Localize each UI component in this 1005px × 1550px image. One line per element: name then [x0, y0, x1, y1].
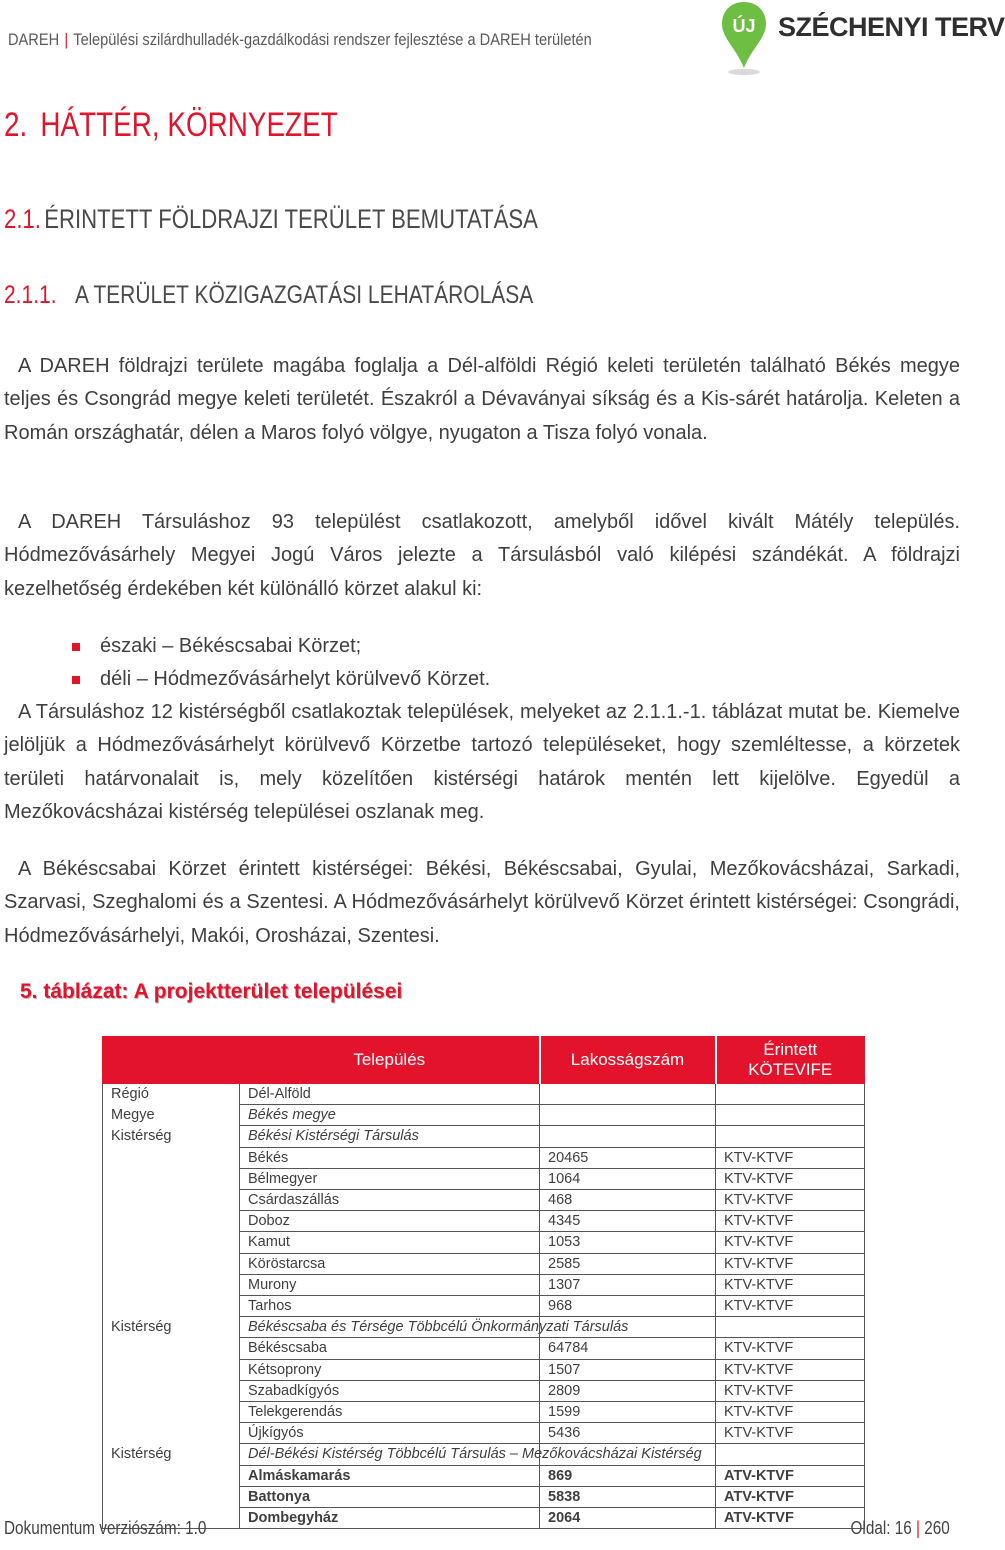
- table-cell-c0: Kistérség: [103, 1317, 240, 1338]
- table-cell-c0: [103, 1147, 240, 1168]
- table-cell-c2: 869: [540, 1465, 716, 1486]
- table-cell-c0: [103, 1211, 240, 1232]
- table-row: [103, 1444, 865, 1465]
- section-heading-1: [4, 106, 338, 145]
- table-cell-c1: Dél-Békési Kistérség Többcélú Társulás – Mezőkovácsházai Kistérség: [240, 1444, 540, 1465]
- table-cell-c3: KTV-KTVF: [716, 1296, 865, 1317]
- page-number: [851, 1518, 950, 1539]
- table-row: [103, 1232, 865, 1253]
- table-cell-c3: KTV-KTVF: [716, 1338, 865, 1359]
- table-row: [103, 1274, 865, 1295]
- page-current: Oldal: 16: [850, 1518, 912, 1538]
- paragraph-geography: A DAREH földrajzi területe magába foglalja a Dél-alföldi Régió keleti területén található Békés megye teljes és Csongrád megye keleti területét. Északról a Dévaványai síkság és a Kis-sárét határolja. Keleten a Román országhatár, délen a Maros folyó völgye, nyugaton a Tisza folyó vonala.: [4, 355, 960, 444]
- table-row: [103, 1317, 865, 1338]
- table-cell-c1: Szabadkígyós: [240, 1380, 540, 1401]
- table-row: [103, 1105, 865, 1126]
- table-cell-c3: [716, 1084, 865, 1105]
- table-row: [103, 1147, 865, 1168]
- heading-2-number: 2.1.: [4, 204, 41, 234]
- paragraph-subregions: A Társuláshoz 12 kistérségből csatlakoztak települések, melyeket az 2.1.1.-1. táblázat mutat be. Kiemelve jelöljük a Hódmezővásárhelyt körülvevő Körzetbe tartozó településeket, hogy szemléltesse, a körzetek területi határvonalait is, mely közelítően kistérségi határok mentén lett kijelölve. Egyedül a Mezőkovácsházai kistérség települései oszlanak meg.: [4, 701, 960, 823]
- table-cell-c0: [103, 1190, 240, 1211]
- table-cell-c2: 1507: [540, 1359, 716, 1380]
- table-row: [103, 1486, 865, 1507]
- table-cell-c0: [103, 1253, 240, 1274]
- table-caption: 5. táblázat: A projektterület települései: [20, 980, 403, 1003]
- table-cell-c1: Békési Kistérségi Társulás: [240, 1126, 540, 1147]
- table-cell-c1: Békéscsaba: [240, 1338, 540, 1359]
- table-cell-c0: [103, 1486, 240, 1507]
- table-cell-c1: Kétsoprony: [240, 1359, 540, 1380]
- table-cell-c3: ATV-KTVF: [716, 1486, 865, 1507]
- header-title: Települési szilárdhulladék-gazdálkodási rendszer fejlesztése a DAREH területén: [73, 30, 592, 49]
- table-cell-c3: KTV-KTVF: [716, 1274, 865, 1295]
- district-list: [72, 630, 490, 696]
- footer-separator: |: [916, 1518, 921, 1538]
- table-cell-c0: Kistérség: [103, 1126, 240, 1147]
- section-heading-3: [4, 281, 533, 310]
- table-cell-c2: 5436: [540, 1423, 716, 1444]
- paragraph-districts: A Békéscsabai Körzet érintett kistérségei: Békési, Békéscsabai, Gyulai, Mezőkovácsházai, Sarkadi, Szarvasi, Szeghalomi és a Szentesi. A Hódmezővásárhelyt körülvevő Körzet érintett kistérségei: Csongrádi, Hódmezővásárhelyi, Makói, Orosházai, Szentesi.: [4, 858, 960, 947]
- table-row: [103, 1126, 865, 1147]
- table-header-row: [103, 1037, 865, 1084]
- table-cell-c0: [103, 1402, 240, 1423]
- table-cell-c0: Régió: [103, 1084, 240, 1105]
- table-cell-c1: Tarhos: [240, 1296, 540, 1317]
- table-cell-c2: 468: [540, 1190, 716, 1211]
- table-cell-c0: Kistérség: [103, 1444, 240, 1465]
- table-cell-c1: Doboz: [240, 1211, 540, 1232]
- heading-2-text: ÉRINTETT FÖLDRAJZI TERÜLET BEMUTATÁSA: [44, 204, 538, 234]
- table-cell-c0: [103, 1423, 240, 1444]
- document-header: [8, 30, 592, 50]
- table-cell-c2: 2585: [540, 1253, 716, 1274]
- table-cell-c1: Csárdaszállás: [240, 1190, 540, 1211]
- table-cell-c3: KTV-KTVF: [716, 1232, 865, 1253]
- table-row: [103, 1190, 865, 1211]
- table-cell-c2: 2064: [540, 1508, 716, 1529]
- table-row: [103, 1465, 865, 1486]
- logo-badge: ÚJ: [732, 16, 756, 36]
- page-total: 260: [924, 1518, 950, 1538]
- table-cell-c2: 968: [540, 1296, 716, 1317]
- table-cell-c3: [716, 1105, 865, 1126]
- table-cell-c3: KTV-KTVF: [716, 1423, 865, 1444]
- column-header-kotevife: Érintett KÖTEVIFE: [716, 1037, 865, 1084]
- table-cell-c0: Megye: [103, 1105, 240, 1126]
- table-cell-c1: Dombegyház: [240, 1508, 540, 1529]
- logo-pin-icon: [722, 0, 782, 78]
- table-row: [103, 1211, 865, 1232]
- table-row: [103, 1168, 865, 1189]
- table-cell-c3: KTV-KTVF: [716, 1402, 865, 1423]
- table-cell-c1: Battonya: [240, 1486, 540, 1507]
- table-cell-c1: Dél-Alföld: [240, 1084, 540, 1105]
- table-cell-c2: [540, 1105, 716, 1126]
- bullet-square-icon: [72, 643, 80, 651]
- bullet-square-icon: [72, 676, 80, 684]
- column-header-settlement: Település: [240, 1037, 540, 1084]
- list-item: északi – Békéscsabai Körzet;: [72, 630, 490, 663]
- table-cell-c2: 20465: [540, 1147, 716, 1168]
- table-cell-c1: Almáskamarás: [240, 1465, 540, 1486]
- table-cell-c1: Kamut: [240, 1232, 540, 1253]
- paragraph-membership: A DAREH Társuláshoz 93 települést csatlakozott, amelyből idővel kivált Mátély település. Hódmezővásárhely Megyei Jogú Város jelezte a Társulásból való kilépési szándékát. A földrajzi kezelhetőség érdekében két különálló körzet alakul ki:: [4, 511, 960, 600]
- table-cell-c1: Békés megye: [240, 1105, 540, 1126]
- table-cell-c0: [103, 1168, 240, 1189]
- table-cell-c1: Telekgerendás: [240, 1402, 540, 1423]
- table-row: [103, 1296, 865, 1317]
- table-cell-c2: 1064: [540, 1168, 716, 1189]
- heading-1-number: 2.: [4, 106, 28, 144]
- table-row: [103, 1338, 865, 1359]
- table-cell-c0: [103, 1359, 240, 1380]
- table-cell-c0: [103, 1296, 240, 1317]
- table-cell-c3: KTV-KTVF: [716, 1211, 865, 1232]
- table-cell-c3: ATV-KTVF: [716, 1508, 865, 1529]
- table-row: [103, 1359, 865, 1380]
- table-cell-c1: Bélmegyer: [240, 1168, 540, 1189]
- table-cell-c2: 2809: [540, 1380, 716, 1401]
- table-cell-c3: KTV-KTVF: [716, 1359, 865, 1380]
- table-cell-c3: [716, 1444, 865, 1465]
- table-cell-c3: [716, 1126, 865, 1147]
- logo-text: SZÉCHENYI TERV: [778, 12, 1005, 42]
- header-org: DAREH: [8, 30, 60, 49]
- table-cell-c2: 1053: [540, 1232, 716, 1253]
- table-cell-c1: Murony: [240, 1274, 540, 1295]
- table-cell-c3: KTV-KTVF: [716, 1253, 865, 1274]
- header-separator: |: [64, 30, 69, 49]
- table-cell-c2: 5838: [540, 1486, 716, 1507]
- table-cell-c3: [716, 1317, 865, 1338]
- szechenyi-terv-logo: [722, 0, 1005, 78]
- table-cell-c2: [540, 1084, 716, 1105]
- table-row: [103, 1402, 865, 1423]
- table-cell-c2: 4345: [540, 1211, 716, 1232]
- table-cell-c1: Békéscsaba és Térsége Többcélú Önkormányzati Társulás: [240, 1317, 540, 1338]
- table-cell-c0: [103, 1338, 240, 1359]
- table-cell-c0: [103, 1465, 240, 1486]
- table-cell-c1: Köröstarcsa: [240, 1253, 540, 1274]
- table-cell-c0: [103, 1380, 240, 1401]
- table-row: [103, 1380, 865, 1401]
- settlements-table: [102, 1036, 865, 1529]
- table-cell-c2: 64784: [540, 1338, 716, 1359]
- table-row: [103, 1253, 865, 1274]
- table-cell-c2: 1307: [540, 1274, 716, 1295]
- table-cell-c3: ATV-KTVF: [716, 1465, 865, 1486]
- table-cell-c3: KTV-KTVF: [716, 1168, 865, 1189]
- document-version: Dokumentum verziószám: 1.0: [4, 1518, 207, 1538]
- table-cell-c3: KTV-KTVF: [716, 1147, 865, 1168]
- table-cell-c1: Békés: [240, 1147, 540, 1168]
- table-cell-c1: Újkígyós: [240, 1423, 540, 1444]
- column-header-population: Lakosságszám: [540, 1037, 716, 1084]
- table-cell-c0: [103, 1274, 240, 1295]
- table-cell-c3: KTV-KTVF: [716, 1190, 865, 1211]
- table-row: [103, 1508, 865, 1529]
- table-cell-c2: 1599: [540, 1402, 716, 1423]
- table-row: [103, 1423, 865, 1444]
- section-heading-2: [4, 204, 538, 235]
- heading-3-number: 2.1.1.: [4, 281, 57, 309]
- table-row: [103, 1084, 865, 1105]
- heading-3-text: A TERÜLET KÖZIGAZGATÁSI LEHATÁROLÁSA: [75, 281, 534, 309]
- table-cell-c3: KTV-KTVF: [716, 1380, 865, 1401]
- column-header-category: [103, 1037, 240, 1084]
- list-item: déli – Hódmezővásárhelyt körülvevő Körzet.: [72, 663, 490, 696]
- table-cell-c0: [103, 1232, 240, 1253]
- table-cell-c2: [540, 1126, 716, 1147]
- heading-1-text: HÁTTÉR, KÖRNYEZET: [40, 106, 338, 144]
